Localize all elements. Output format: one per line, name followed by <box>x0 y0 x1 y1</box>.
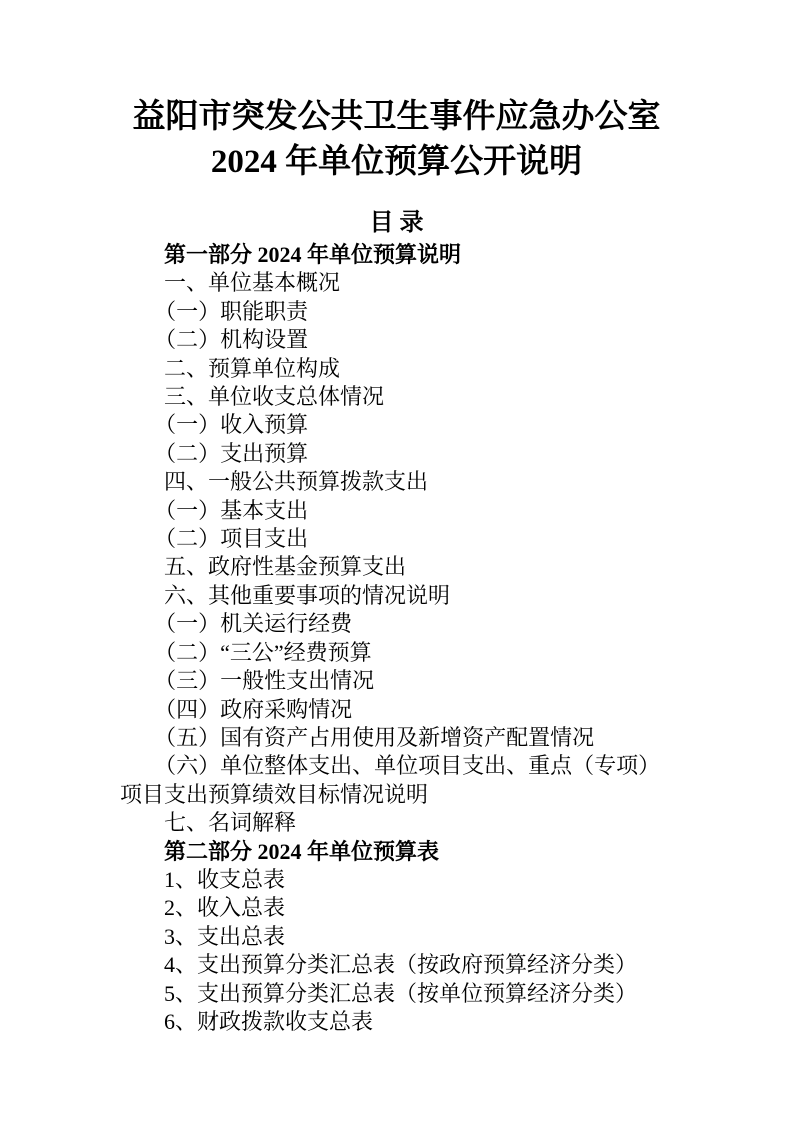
document-title-line-2: 2024 年单位预算公开说明 <box>210 144 583 180</box>
toc-item: 4、支出预算分类汇总表（按政府预算经济分类） <box>164 952 638 978</box>
toc-item: （二）项目支出 <box>154 526 309 552</box>
toc-item: （一）收入预算 <box>154 412 309 438</box>
toc-item: （二）“三公”经费预算 <box>154 639 372 665</box>
toc-item: 1、收支总表 <box>164 866 286 892</box>
toc-item: 2、收入总表 <box>164 895 286 921</box>
toc-item: 四、一般公共预算拨款支出 <box>164 469 429 495</box>
toc-item: 二、预算单位构成 <box>164 355 341 381</box>
toc-item: （一）机关运行经费 <box>154 611 353 637</box>
toc-item: （五）国有资产占用使用及新增资产配置情况 <box>154 724 595 750</box>
page-content <box>0 95 793 1036</box>
toc-item: （三）一般性支出情况 <box>154 668 375 694</box>
toc-item: 五、政府性基金预算支出 <box>164 554 407 580</box>
toc-list <box>120 241 673 1036</box>
toc-item-part1-heading: 第一部分 2024 年单位预算说明 <box>164 242 462 267</box>
toc-item: 5、支出预算分类汇总表（按单位预算经济分类） <box>164 980 638 1006</box>
toc-item: 6、财政拨款收支总表 <box>164 1008 374 1034</box>
toc-item-wrapped: （六）单位整体支出、单位项目支出、重点（专项）项目支出预算绩效目标情况说明 <box>120 753 661 807</box>
toc-item: 六、其他重要事项的情况说明 <box>164 582 451 608</box>
toc-item: （二）机构设置 <box>154 327 309 353</box>
toc-item: （二）支出预算 <box>154 440 309 466</box>
toc-item: 三、单位收支总体情况 <box>164 384 385 410</box>
toc-item-part2-heading: 第二部分 2024 年单位预算表 <box>164 838 440 864</box>
toc-item: 3、支出总表 <box>164 923 286 949</box>
document-title <box>120 95 673 185</box>
document-title-line-1: 益阳市突发公共卫生事件应急办公室 <box>132 99 661 135</box>
toc-item: （四）政府采购情况 <box>154 696 353 722</box>
toc-item: 一、单位基本概况 <box>164 270 341 296</box>
toc-item: （一）职能职责 <box>154 298 309 324</box>
toc-item: 七、名词解释 <box>164 810 297 836</box>
toc-item: （一）基本支出 <box>154 497 309 523</box>
toc-heading: 目 录 <box>369 210 424 236</box>
